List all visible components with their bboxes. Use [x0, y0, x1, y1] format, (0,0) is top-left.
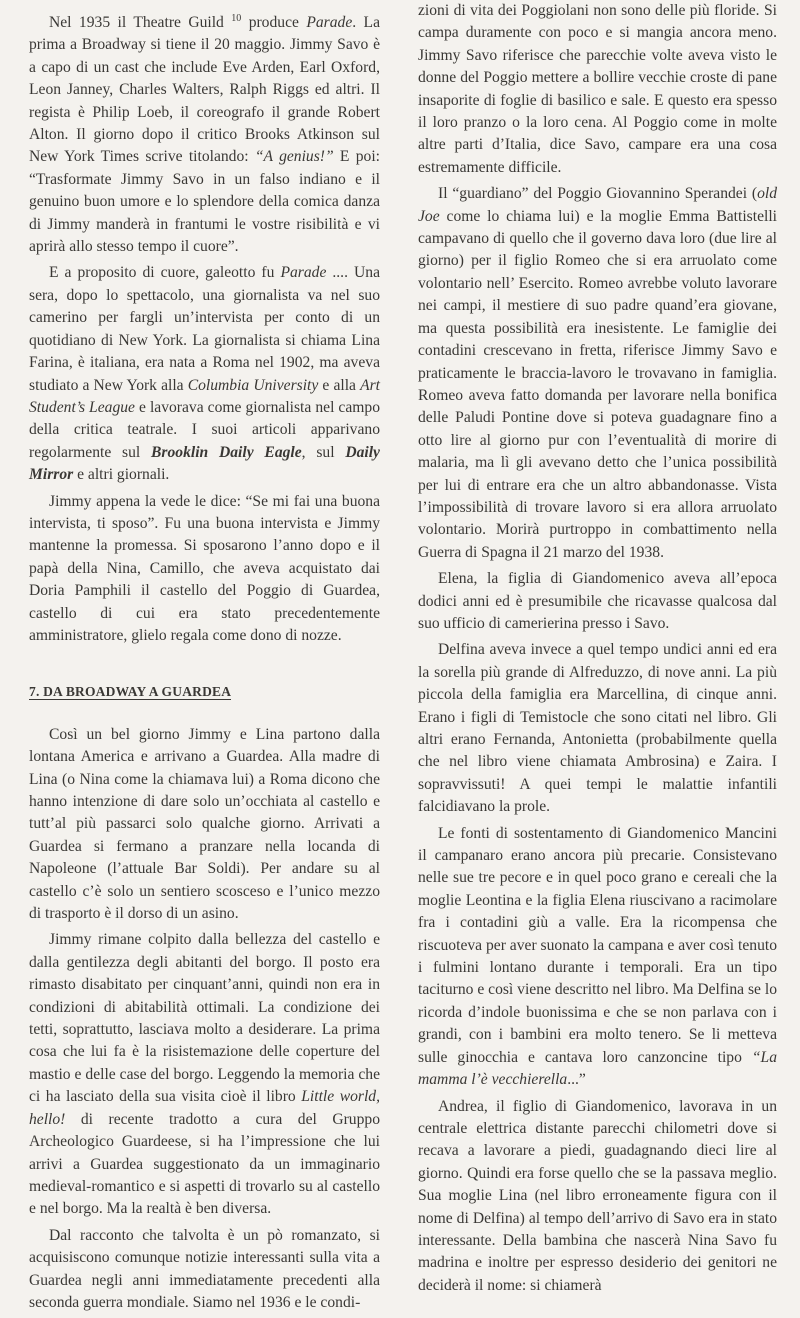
newspaper-name: Brooklin Daily Eagle: [151, 443, 302, 461]
text-span: e altri giornali.: [73, 466, 170, 484]
text-span: come lo chiama lui) e la moglie Emma Battistelli campavano di quello che il governo dava loro (due lire al giorno) per il figlio Romeo che si era arruolato come volontario nell’ Esercito. Romeo avrebbe voluto lavorare nei campi, il mestiere di suo padre quand’era giovane, ma questa possibilità era inesistente. Le famiglie dei contadini crescevano in fretta, riferisce Jimmy Savo e praticamente le braccia-lavoro le trovavano in famiglia. Romeo aveva fatto domanda per lavorare nella bonifica delle Paludi Pontine dove si poteva guadagnare fino a otto lire al giorno pur con l’eventualità di morire di malaria, ma lì gli avevano detto che l’unica possibilità per lui di entrare era che un altro abbandonasse. Vista l’impossibilità di trovare lavoro si era allora arruolato volontario. Morirà purtroppo in combattimento nella Guerra di Spagna il 21 marzo del 1938.: [418, 207, 777, 561]
italic-title: Columbia University: [187, 376, 319, 394]
paragraph: Dal racconto che talvolta è un pò romanzato, si acquisiscono comunque notizie interessanti sulla vita a Guardea negli anni immediatamente precedenti alla seconda guerra mondiale. Siamo nel 1936 e le condi-: [29, 1226, 380, 1311]
paragraph: Jimmy appena la vede le dice: “Se mi fai una buona intervista, ti sposo”. Fu una buona intervista e Jimmy mantenne la promessa. Si sposarono l’anno dopo e il papà della Nina, Camillo, che aveva acquistato dai Doria Pamphili il castello del Poggio di Guardea, castello di cui era stato precedentemente amministratore, glielo regala come dono di nozze.: [29, 492, 380, 644]
text-span: Jimmy rimane colpito dalla bellezza del castello e dalla gentilezza degli abitanti del borgo. Il posto era rimasto disabitato per cinquant’anni, quindi non era in condizioni di abitabilità ottimali. La condizione dei tetti, soprattutto, lasciava molto a desiderare. La prima cosa che lui fa è la risistemazione delle coperture del mastio e delle case del borgo. Leggendo la memoria che ci ha lasciato della sua visita cioè il libro: [29, 931, 380, 1106]
text-span: di recente tradotto a cura del Gruppo Archeologico Guardeese, si ha l’impressione che lui arrivi a Guardea suggestionato da un immaginario medieval-romantico e si aspetti di trovarlo su al castello e nel borgo. Ma la realtà è ben diversa.: [29, 1110, 380, 1218]
section-heading: 7. DA BROADWAY A GUARDEA: [29, 684, 232, 700]
italic-title: Parade: [280, 264, 327, 282]
italic-title: Little world, hello!: [29, 1088, 380, 1128]
paragraph: Delfina aveva invece a quel tempo undici anni ed era la sorella più grande di Alfreduzzo, di nove anni. La più piccola della famiglia era Marcellina, di cinque anni. Erano i figli di Temistocle che sono citati nel libro. Gli altri erano Fernanda, Antonietta (probabilmente quella che nel libro viene chiamata Ambrosina) e Zaira. I sopravvissuti! A quei tempi le malattie infantili falcidiavano la prole.: [418, 641, 777, 816]
italic-quote: “A genius!”: [254, 148, 334, 166]
text-span: e alla: [318, 376, 361, 394]
text-span: e lavorava come giornalista nel campo della critica teatrale. I suoi articoli apparivano regolarmente sul: [29, 398, 380, 461]
text-span: E a proposito di cuore, galeotto fu: [49, 264, 281, 282]
italic-title: Parade: [306, 14, 353, 31]
text-span: Il “guardiano” del Poggio Giovannino Sperandei (: [438, 185, 758, 203]
text-span: . La prima a Broadway si tiene il 20 maggio. Jimmy Savo è a capo di un cast che include Eve Arden, Earl Oxford, Leon Janney, Charles Walters, Ralph Riggs ed altri. Il regista è Philip Loeb, il coreografo il grande Robert Alton. Il giorno dopo il critico Brooks Atkinson sul New York Times scrive titolando:: [29, 14, 380, 166]
text-span: .... Una sera, dopo lo spettacolo, una giornalista va nel suo camerino per fargli un’intervista per conto di un quotidiano di New York. La giornalista si chiama Lina Farina, è italiana, era nata a Roma nel 1902, ma aveva studiato a New York alla: [29, 264, 380, 394]
paragraph: Andrea, il figlio di Giandomenico, lavorava in un centrale elettrica distante parecchi chilometri dove si recava a lavorare a piedi, guadagnando dieci lire al giorno. Quindi era forse quello che se la passava meglio. Sua moglie Lina (nel libro erroneamente figura con il nome di Delfina) al tempo dell’arrivo di Savo era in stato interessante. Della bambina che nascerà Nina Savo fu madrina e inoltre per espresso desiderio dei genitori ne deciderà il nome: si chiamerà: [418, 1097, 777, 1294]
paragraph: [29, 929, 380, 1220]
italic-title: Art Student’s League: [29, 376, 381, 416]
left-column: [29, 12, 380, 1318]
italic-song: “La mamma l’è vecchierella: [418, 1048, 777, 1089]
text-span: Nel 1935 il Theatre Guild: [49, 14, 232, 31]
paragraph: [418, 823, 777, 1092]
italic-name: old Joe: [418, 185, 777, 225]
text-span: produce: [241, 14, 307, 31]
text-span: , sul: [301, 443, 346, 461]
footnote-ref: 10: [231, 13, 242, 24]
paragraph: [29, 12, 380, 258]
paragraph: Così un bel giorno Jimmy e Lina partono dalla lontana America e arrivano a Guardea. Alla madre di Lina (o Nina come la chiamava lui) a Roma dicono che hanno intenzione di dare solo un’occhiata al castello e tutt’al più passarci solo qualche giorno. Arrivati a Guardea si fermano a pranzare nella locanda di Napoleone (l’attuale Bar Soldi). Per andare su al castello c’è solo un sentiero scosceso e l’unico mezzo di trasporto è il dorso di un asino.: [29, 725, 380, 923]
right-column: [418, 0, 777, 1301]
text-span: ...”: [567, 1071, 586, 1089]
text-span: E poi: “Trasformate Jimmy Savo in un falso indiano e il genuino buon umore e lo splendore della comica danza di Jimmy manderà in frantumi le vostre risibilità e vi aprirà allo stesso tempo il cuore”.: [29, 148, 380, 256]
paragraph: Elena, la figlia di Giandomenico aveva all’epoca dodici anni ed è presumibile che ricavasse qualcosa dal suo ufficio di camerierina presso i Savo.: [418, 570, 777, 632]
paragraph: zioni di vita dei Poggiolani non sono delle più floride. Si campa duramente con poco e si mangia ancora meno. Jimmy Savo riferisce che parecchie volte aveva visto le donne del Poggio mettere a bollire vecchie croste di pane insaporite di foglie di basilico e sale. E questo era spesso il loro pranzo o la loro cena. Al Poggio come in molte altre parti d’Italia, dice Savo, campare era una cosa estremamente difficile.: [418, 2, 777, 176]
paragraph: [418, 183, 777, 564]
newspaper-name: Daily Mirror: [29, 443, 380, 484]
text-span: Le fonti di sostentamento di Giandomenico Mancini il campanaro erano ancora più precarie. Consistevano nelle sue tre pecore e in quel poco grano e cereali che la moglie Leontina e la figlia Elena riuscivano a racimolare fra i contadini giù a valle. Era la ricompensa che riscuoteva per aver suonato la campana e aver così tenuto i fulmini lontano durante i temporali. Era un tipo taciturno e così viene descritto nel libro. Ma Delfina se lo ricorda d’indole buonissima e che se non parlava con i grandi, con i bambini era molto tenero. Se li metteva sulle ginocchia e cantava loro canzoncine tipo: [418, 824, 777, 1066]
paragraph: [29, 262, 380, 486]
